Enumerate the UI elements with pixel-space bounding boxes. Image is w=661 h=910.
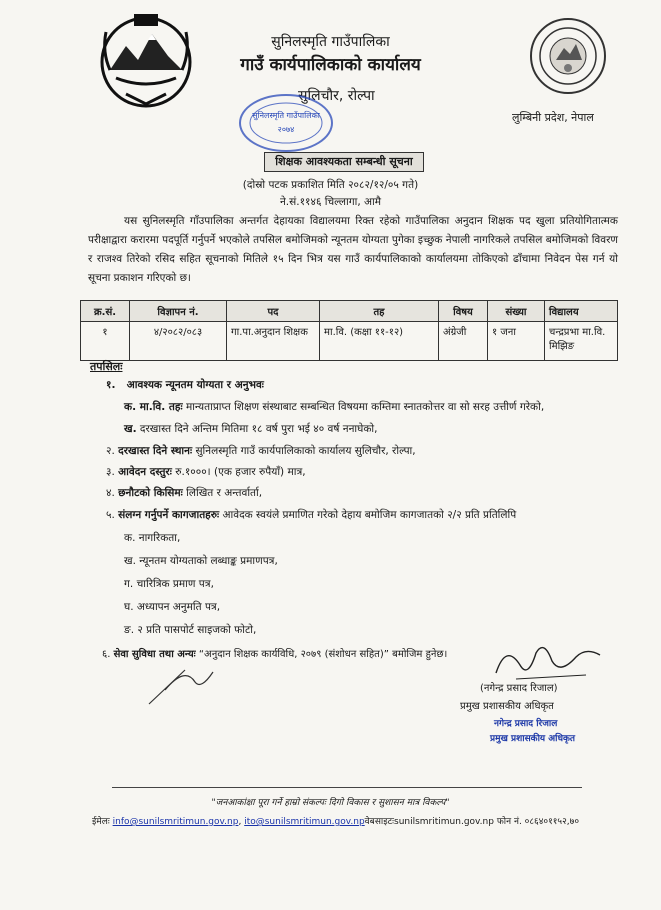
document-item: ङ. २ प्रति पासपोर्ट साइजको फोटो, <box>124 624 257 636</box>
detail-item-1 <box>106 378 264 392</box>
item-number: ६. <box>102 649 111 660</box>
signatory-stamp-name: नगेन्द्र प्रसाद रिजाल <box>494 719 558 729</box>
province-label: लुम्बिनी प्रदेश, नेपाल <box>512 111 594 124</box>
item-label: संलग्न गर्नुपर्ने कागजातहरुः <box>118 509 220 521</box>
item-text: आवेदक स्वयंले प्रमाणित गरेको देहाय बमोजिम कागजातको २/२ प्रति प्रतिलिपि <box>222 509 517 521</box>
signatory-title: प्रमुख प्रशासकीय अधिकृत <box>460 701 554 712</box>
vacancy-table <box>80 300 618 361</box>
col-post: पद <box>227 301 320 322</box>
notice-paragraph: यस सुनिलस्मृति गाँउपालिका अन्तर्गत देहायका विद्यालयमा रिक्त रहेको गाउँपालिका अनुदान शिक्षक पद खुला प्रतियोगितात्मक परीक्षाद्वारा करारमा पदपूर्ति गर्नुपर्ने भएकोले तपसिल बमोजिमको न्यूनतम योग्यता पुगेका इच्छुक नेपाली नागरिकले तपसिल बमोजिमको विवरण र राजश्व तिरेको रसिद सहित सूचनाको मितिले १५ दिन भित्र यस गाउँ कार्यपालिकाको कार्यालयमा तोकिएको ढाँचामा निवेदन पेस गर्न यो सूचना प्रकाशन गरिएको छ। <box>88 215 618 284</box>
email-label: ईमेलः <box>92 817 110 827</box>
item-text: रु.१०००। (एक हजार रुपैयाँ) मात्र, <box>175 466 306 478</box>
col-school: विद्यालय <box>545 301 618 322</box>
item-label: दरखास्त दिने स्थानः <box>118 445 193 457</box>
email-link-ito[interactable]: ito@sunilsmritimun.gov.np <box>244 817 365 827</box>
org-name: सुनिलस्मृति गाउँपालिका <box>271 34 390 50</box>
email-separator: , <box>238 817 242 827</box>
notice-body <box>88 212 618 288</box>
detail-item-6 <box>102 646 447 660</box>
cell-sn: १ <box>81 322 130 361</box>
item-label: ख. <box>124 423 137 435</box>
item-number: ४. <box>106 487 115 499</box>
cell-school: चन्द्रप्रभा मा.वि. मिझिङ <box>545 322 618 361</box>
col-subject: विषय <box>439 301 488 322</box>
col-level: तह <box>320 301 439 322</box>
reference-line: ने.सं.११४६ चिल्लागा, आमै <box>279 196 382 208</box>
table-row <box>81 322 618 361</box>
footer-divider <box>112 787 582 788</box>
detail-item-2 <box>106 444 416 458</box>
item-number: ५. <box>106 509 115 521</box>
stamp-year: २०७४ <box>277 125 295 134</box>
footer-contact <box>92 814 579 827</box>
stamp-text: सुनिलस्मृति गाउँपालिका <box>252 111 320 120</box>
footer-motto: "जनआकांक्षा पूरा गर्ने हाम्रो संकल्पः दिगो विकास र सुशासन मात्र विकल्प" <box>211 798 450 808</box>
col-sn: क्र.सं. <box>81 301 130 322</box>
item-text: सुनिलस्मृति गाउँ कार्यपालिकाको कार्यालय सुलिचौर, रोल्पा, <box>195 445 416 457</box>
initial-scribble <box>145 660 225 710</box>
item-title: आवश्यक न्यूनतम योग्यता र अनुभवः <box>126 379 264 391</box>
item-text: दरखास्त दिने अन्तिम मितिमा १८ वर्ष पुरा भई ४० वर्ष ननाघेको, <box>139 423 378 435</box>
item-text: लिखित र अन्तर्वार्ता, <box>186 487 263 499</box>
item-number: १. <box>106 379 116 391</box>
notice-title: शिक्षक आवश्यकता सम्बन्धी सूचना <box>264 152 424 172</box>
cell-count: १ जना <box>488 322 545 361</box>
item-label: क. मा.वि. तहः <box>124 401 183 413</box>
phone-label: फोन नं. ०८६४०११५२,७० <box>496 817 580 827</box>
item-text: “अनुदान शिक्षक कार्यविधि, २०७९ (संशोधन सहित)” बमोजिम हुनेछ। <box>198 649 448 660</box>
col-count: संख्या <box>488 301 545 322</box>
signature-scribble <box>486 635 606 685</box>
signatory-stamp-title: प्रमुख प्रशासकीय अधिकृत <box>490 734 576 744</box>
cell-adv-no: ४/२०८२/०८३ <box>130 322 227 361</box>
signature-block <box>460 680 575 744</box>
signatory-name: (नगेन्द्र प्रसाद रिजाल) <box>480 683 558 694</box>
province-logo <box>528 16 608 96</box>
cell-post: गा.पा.अनुदान शिक्षक <box>227 322 320 361</box>
website-label: वेबसाइटःsunilsmritimun.gov.np <box>364 817 494 827</box>
office-stamp <box>236 90 336 156</box>
cell-level: मा.वि. (कक्षा ११-१२) <box>320 322 439 361</box>
item-label: छनौटको किसिमः <box>118 487 183 499</box>
item-number: ३. <box>106 466 115 478</box>
document-item: ख. न्यूनतम योग्यताको लब्धाङ्क प्रमाणपत्र, <box>124 555 278 567</box>
item-text: मान्यताप्राप्त शिक्षण संस्थाबाट सम्बन्धित विषयमा कम्तिमा स्नातकोत्तर वा सो सरह उत्तीर्ण गरेको, <box>185 401 545 413</box>
item-label: आवेदन दस्तुरः <box>118 466 172 478</box>
email-link-info[interactable]: info@sunilsmritimun.gov.np <box>112 817 239 827</box>
document-item: घ. अध्यापन अनुमति पत्र, <box>124 601 221 613</box>
col-adv-no: विज्ञापन नं. <box>130 301 227 322</box>
document-item: क. नागरिकता, <box>124 532 181 544</box>
detail-item-1-kha <box>124 422 377 436</box>
item-label: सेवा सुविधा तथा अन्यः <box>113 649 196 660</box>
detail-item-4 <box>106 486 262 500</box>
table-header-row <box>81 301 618 322</box>
office-name: गाउँ कार्यपालिकाको कार्यालय <box>240 55 421 75</box>
detail-item-3 <box>106 465 306 479</box>
detail-item-1-ka <box>124 400 544 414</box>
document-item: ग. चारित्रिक प्रमाण पत्र, <box>124 578 214 590</box>
details-heading: तपसिलः <box>90 360 123 373</box>
published-date: (दोस्रो पटक प्रकाशित मिति २०८२/१२/०५ गते) <box>242 179 419 191</box>
item-number: २. <box>106 445 115 457</box>
cell-subject: अंग्रेजी <box>439 322 488 361</box>
detail-item-5 <box>106 508 516 522</box>
office-address: सुलिचौर, रोल्पा <box>298 88 375 104</box>
